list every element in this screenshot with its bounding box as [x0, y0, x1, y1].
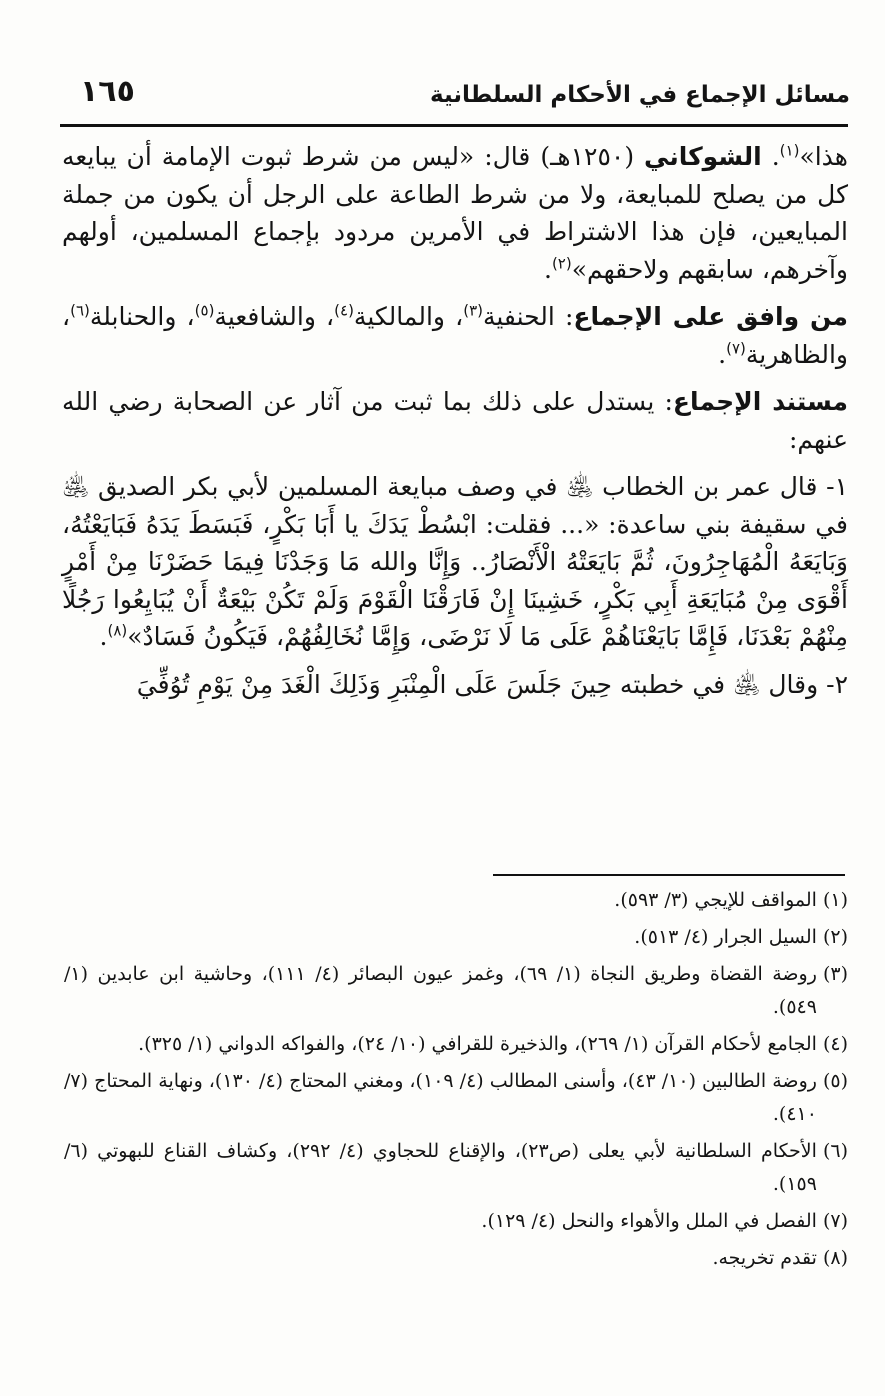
footnote-text: روضة الطالبين (١٠/ ٤٣)، وأسنى المطالب (٤/ ١٠٩)، ومغني المحتاج (٤/ ١٣٠)، ونهاية المحتاج (٧/ ٤١٠). [64, 1070, 817, 1125]
school-maliki: ، والمالكية [353, 302, 464, 331]
footnote-number: (٦) [822, 1140, 848, 1162]
period: . [761, 142, 780, 171]
footnote-text: الجامع لأحكام القرآن (١/ ٢٦٩)، والذخيرة للقرافي (١٠/ ٢٤)، والفواكه الدواني (١/ ٣٢٥). [138, 1033, 817, 1055]
period: . [99, 622, 108, 651]
footnote-number: (٨) [822, 1247, 848, 1269]
footnote-item [64, 1135, 848, 1201]
footnote-text: السيل الجرار (٤/ ٥١٣). [634, 926, 817, 948]
basis-label: مستند الإجماع [672, 387, 849, 416]
footnote-item [64, 1065, 848, 1131]
footnote-text: الفصل في الملل والأهواء والنحل (٤/ ١٢٩). [481, 1210, 817, 1232]
footnote-rule [493, 874, 845, 876]
footnote-item [64, 921, 848, 954]
school-hanbali: ، والحنابلة [89, 302, 195, 331]
footnote-ref-2[interactable]: (٢) [551, 254, 572, 273]
school-zahiri: ، والظاهرية [62, 302, 848, 369]
footnote-item [64, 958, 848, 1024]
school-shafii: ، والشافعية [214, 302, 335, 331]
umar-intro: ١- قال عمر بن الخطاب ﵁ في وصف مبايعة المسلمين لأبي بكر الصديق ﵁ في سقيفة بني ساعدة: « [62, 472, 849, 539]
school-hanafi: الحنفية [482, 302, 555, 331]
footnote-item [64, 1028, 848, 1061]
footnote-item [64, 1205, 848, 1238]
footnote-ref-6[interactable]: (٦) [70, 301, 90, 320]
main-text [62, 138, 848, 713]
quote-close: » [127, 622, 143, 651]
shawkani-quote: (١٢٥٠هـ) قال: «ليس من شرط ثبوت الإمامة أن يبايعه كل من يصلح للمبايعة، ولا من شرط الطاعة على الرجل أن يكون من جملة المبايعين، فإن هذا الاشتراط في الأمرين مردود بإجماع المسلمين، أولهم وآخرهم، سابقهم ولاحقهم» [62, 142, 848, 284]
footnotes [64, 884, 848, 1279]
basis-text: : يستدل على ذلك بما ثبت من آثار عن الصحابة رضي الله عنهم: [62, 387, 848, 454]
footnote-ref-5[interactable]: (٥) [194, 301, 215, 320]
footnote-number: (١) [822, 889, 848, 911]
footnote-text: المواقف للإيجي (٣/ ٥٩٣). [614, 889, 817, 911]
page-number: ١٦٥ [80, 74, 135, 109]
footnote-number: (٤) [822, 1033, 848, 1055]
footnote-ref-8[interactable]: (٨) [107, 621, 128, 640]
period: . [543, 254, 552, 284]
agreement-label: من وافق على الإجماع [573, 302, 849, 331]
footnote-number: (٢) [822, 926, 848, 948]
umar-quote: ... فقلت: ابْسُطْ يَدَكَ يا أَبَا بَكْرٍ، فَبَسَطَ يَدَهُ فَبَايَعْتُهُ، وَبَايَعَهُ الْمُهَاجِرُونَ، ثُمَّ بَايَعَتْهُ الْأَنْصَارُ.. وَإِنَّا والله مَا وَجَدْنَا فِيمَا حَضَرْنَا مِنْ أَمْرٍ أَقْوَى مِنْ مُبَايَعَةِ أَبِي بَكْرٍ، خَشِينَا إِنْ فَارَقْنَا الْقَوْمَ وَلَمْ تَكُنْ بَيْعَةٌ أَنْ يُبَايِعُوا رَجُلًا مِنْهُمْ بَعْدَنَا، فَإِمَّا بَايَعْنَاهُمْ عَلَى مَا لَا نَرْضَى، وَإِمَّا نُخَالِفُهُمْ، فَيَكُونُ فَسَادٌ [62, 509, 848, 651]
paragraph-umar-1 [62, 468, 848, 656]
footnote-number: (٧) [822, 1210, 848, 1232]
umar-second-text: ٢- وقال ﵁ في خطبته حِينَ جَلَسَ عَلَى الْمِنْبَرِ وَذَلِكَ الْغَدَ مِنْ يَوْمِ تُوُفِّيَ [136, 669, 848, 699]
colon: : [554, 302, 574, 331]
footnote-ref-7[interactable]: (٧) [726, 339, 746, 358]
paragraph-umar-2 [62, 666, 848, 704]
paragraph-basis [62, 383, 848, 458]
paragraph-agreement [62, 298, 848, 373]
footnote-item [64, 884, 848, 917]
header-rule [60, 124, 848, 127]
footnote-item [64, 1242, 848, 1275]
footnote-text: روضة القضاة وطريق النجاة (١/ ٦٩)، وغمز عيون البصائر (٤/ ١١١)، وحاشية ابن عابدين (١/ ٥٤٩). [64, 963, 817, 1018]
footnote-number: (٥) [822, 1070, 848, 1092]
paragraph-shawkani [62, 138, 848, 288]
footnote-number: (٣) [822, 963, 848, 985]
quote-close: هذا» [799, 142, 848, 171]
period: . [718, 339, 727, 369]
page-header [60, 72, 850, 128]
running-title: مسائل الإجماع في الأحكام السلطانية [430, 82, 850, 108]
footnote-text: تقدم تخريجه. [712, 1247, 817, 1269]
footnote-text: الأحكام السلطانية لأبي يعلى (ص٢٣)، والإقناع للحجاوي (٤/ ٢٩٢)، وكشاف القناع للبهوتي (٦/ ١٥٩). [64, 1140, 817, 1195]
footnote-ref-1[interactable]: (١) [779, 141, 800, 160]
footnote-ref-4[interactable]: (٤) [334, 301, 354, 320]
footnote-ref-3[interactable]: (٣) [463, 301, 483, 320]
scholar-name: الشوكاني [644, 142, 762, 171]
